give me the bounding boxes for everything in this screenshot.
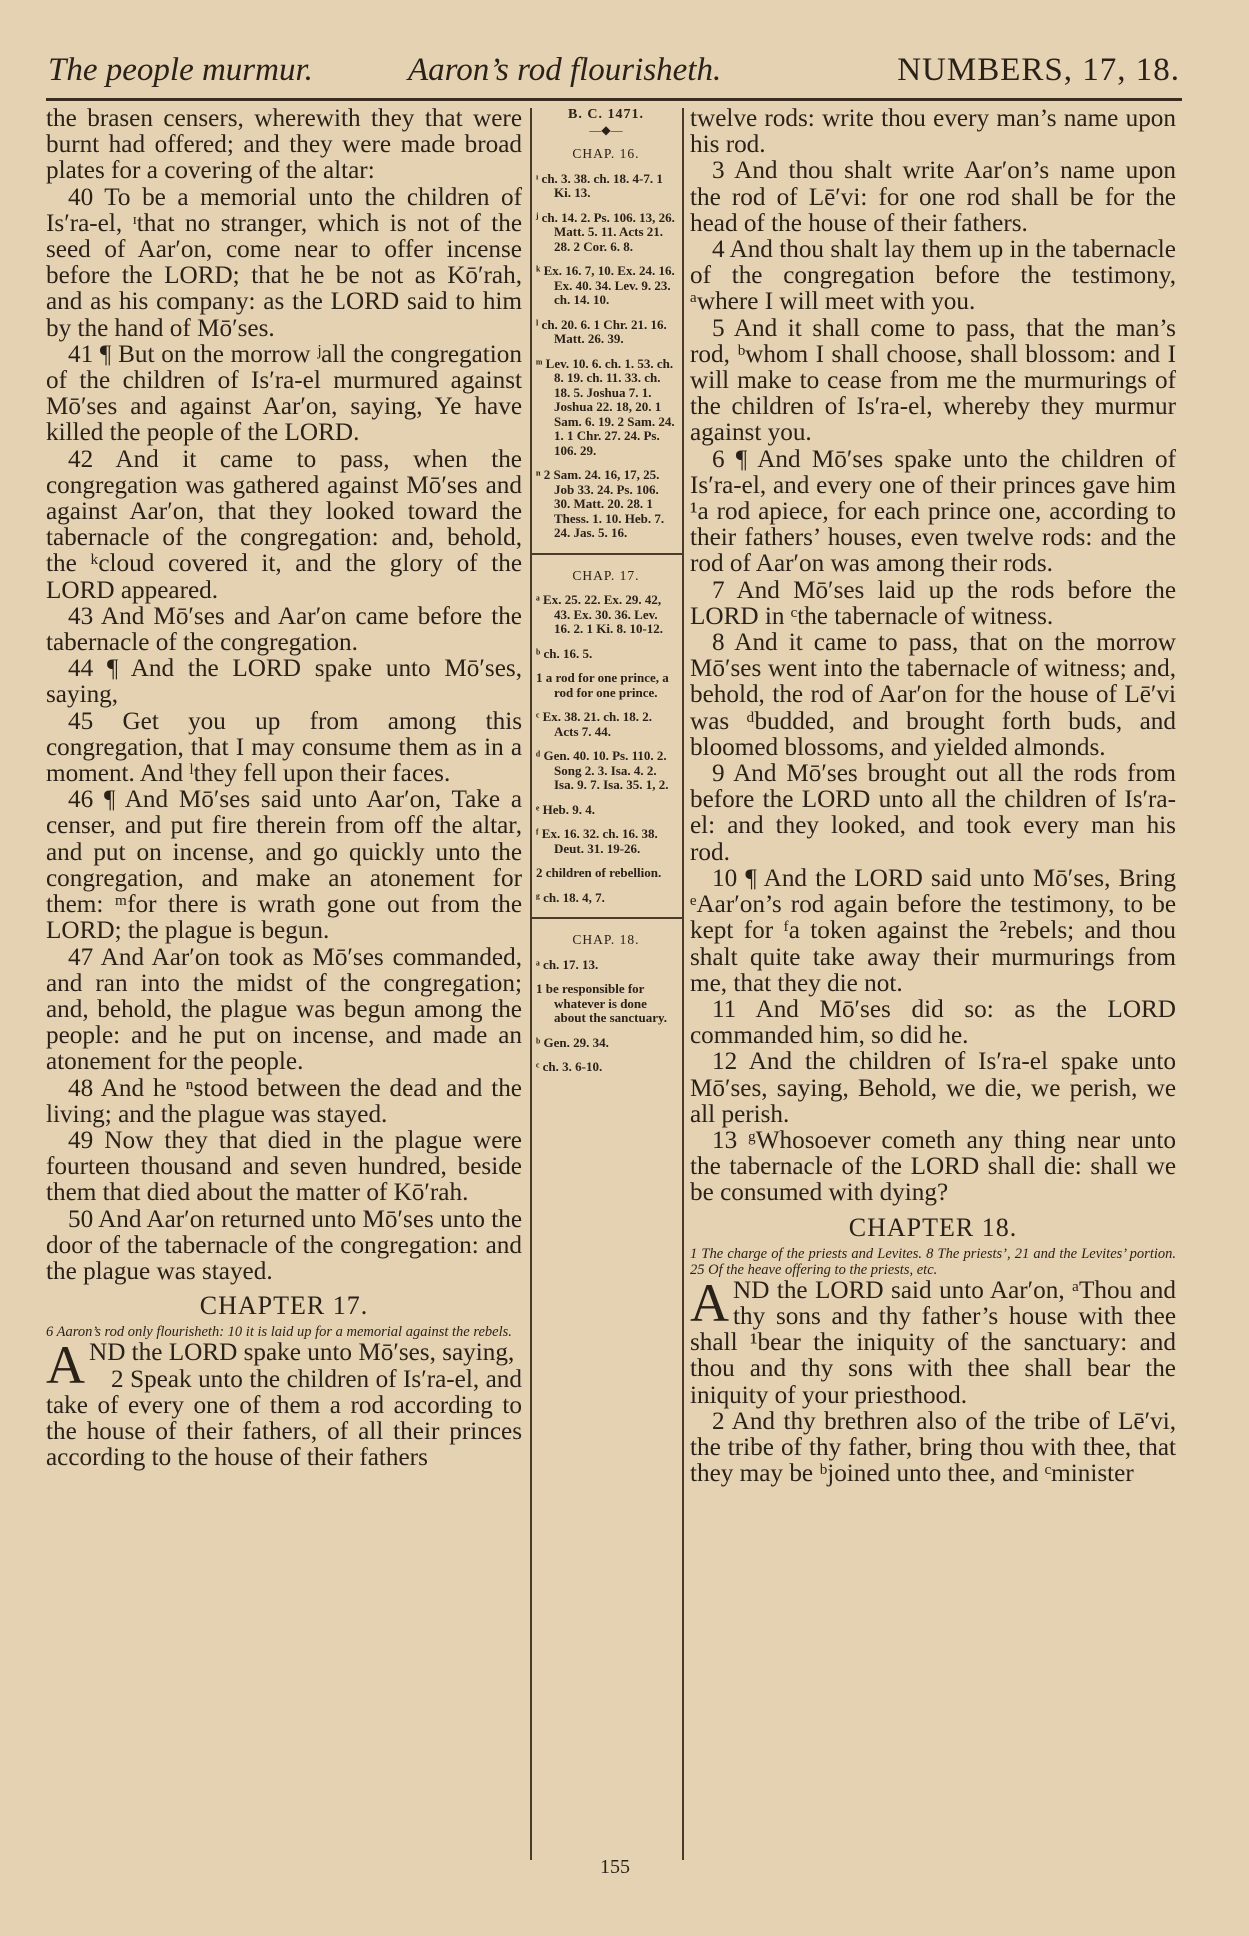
cross-reference-column (536, 108, 676, 1085)
header-left-title: The people murmur. (48, 52, 313, 88)
verse: 50 And Aar′on returned unto Mō′ses unto the door of the tabernacle of the congregation: and the plague was stayed. (46, 1205, 522, 1285)
verse: 10 ¶ And the LORD said unto Mō′ses, Bring ᵉAar′on’s rod again before the testimony, to be kept for ᶠa token against the ²rebels; and thou shalt quite take away their murmurings from me, that they die not. (690, 864, 1176, 997)
verse: 4 And thou shalt lay them up in the tabernacle of the congregation before the testimony, ᵃwhere I will meet with you. (690, 236, 1176, 316)
verse: twelve rods: write thou every man’s name upon his rod. (690, 105, 1176, 159)
verse: 13 ᵍWhosoever cometh any thing near unto the tabernacle of the LORD shall die: shall we be consumed with dying? (690, 1126, 1176, 1207)
cross-reference: ᵉ Heb. 9. 4. (536, 801, 595, 817)
header-rule (46, 98, 1182, 101)
verse: 45 Get you up from among this congregation, that I may consume them as in a moment. And ˡthey fell upon their faces. (46, 707, 522, 788)
cross-reference: ⁿ 2 Sam. 24. 16, 17, 25. Job 33. 24. Ps. 106. 30. Matt. 20. 28. 1 Thess. 1. 10. Heb. 7. 24. Jas. 5. 16. (536, 467, 665, 540)
chapter-17-summary: 6 Aaron’s rod only flourisheth: 10 it is laid up for a memorial against the rebels. (46, 1324, 512, 1341)
chapter-rule (530, 553, 682, 555)
verse: 44 ¶ And the LORD spake unto Mō′ses, saying, (46, 655, 522, 709)
verse: 9 And Mō′ses brought out all the rods from before the LORD unto all the children of Is′ra-el: and they looked, and took every man his rod. (690, 760, 1176, 866)
cross-reference: ᵃ ch. 17. 13. (536, 956, 599, 972)
verse: 7 And Mō′ses laid up the rods before the LORD in ᶜthe tabernacle of witness. (690, 576, 1176, 630)
chapter-rule (530, 917, 682, 919)
cross-reference: ᵇ Gen. 29. 34. (536, 1034, 609, 1050)
verse: 40 To be a memorial unto the children of Is′ra-el, ᶦthat no stranger, which is not of the seed of Aar′on, come near to offer incense before the LORD; that he be not as Kō′rah, and as his company: as the LORD said to him by the hand of Mō′ses. (46, 183, 522, 342)
verse: 46 ¶ And Mō′ses said unto Aar′on, Take a censer, and put fire therein from off the altar, and put on incense, and go quickly unto the congregation, and make an atonement for them: ᵐfor there is wrath gone out from the LORD; the plague is begun. (46, 786, 522, 945)
chapter-17-verse-1 (46, 1335, 522, 1396)
page-number: 155 (600, 1856, 630, 1878)
verse: 5 And it shall come to pass, that the man’s rod, ᵇwhom I shall choose, shall blossom: and I will make to cease from me the murmurings of the children of Is′ra-el, whereby they murmur against you. (690, 314, 1176, 447)
cross-reference: 1 be responsible for whatever is done about the sanctuary. (536, 981, 668, 1025)
cross-reference: ᵏ Ex. 16. 7, 10. Ex. 24. 16. Ex. 40. 34. Lev. 9. 23. ch. 14. 10. (536, 263, 675, 307)
verse: 2 And thy brethren also of the tribe of Lē′vi, the tribe of thy father, bring thou with thee, that they may be ᵇjoined unto thee, and ᶜminister (690, 1407, 1176, 1488)
chap-18-label: CHAP. 18. (572, 932, 640, 947)
chapter-18-verse-1 (690, 1272, 1176, 1409)
right-text-column (690, 106, 1176, 1487)
cross-reference: ᶜ ch. 3. 6-10. (536, 1059, 603, 1074)
column-divider-right (682, 108, 684, 1860)
verse: 8 And it came to pass, that on the morrow Mō′ses went into the tabernacle of witness; and, behold, the rod of Aar′on for the house of Lē′vi was ᵈbudded, and brought forth buds, and bloomed blossoms, and yielded almonds. (690, 629, 1176, 761)
verse: 41 ¶ But on the morrow ʲall the congregation of the children of Is′ra-el murmured against Mō′ses and against Aar′on, saying, Ye have killed the people of the LORD. (46, 340, 522, 447)
header-center-title: Aaron’s rod flourisheth. (408, 52, 722, 88)
chap-17-label: CHAP. 17. (572, 567, 640, 583)
cross-reference: ᵈ Gen. 40. 10. Ps. 110. 2. Song 2. 3. Isa. 4. 2. Isa. 9. 7. Isa. 35. 1, 2. (536, 748, 669, 792)
verse: 48 And he ⁿstood between the dead and the living; and the plague was stayed. (46, 1074, 522, 1128)
verse-text: ND the LORD said unto Aar′on, ᵃThou and thy sons and thy father’s house with thee shall ¹bear the iniquity of the sanctuary: and thou and thy sons with thee shall bear the iniquity of your priesthood. (690, 1276, 1176, 1409)
verse: the brasen censers, wherewith they that were burnt had offered; and they were made broad plates for a covering of the altar: (46, 105, 522, 185)
cross-reference: 2 children of rebellion. (536, 865, 662, 880)
cross-reference: ᵃ Ex. 25. 22. Ex. 29. 42, 43. Ex. 30. 36. Lev. 16. 2. 1 Ki. 8. 10-12. (536, 592, 664, 636)
cross-reference: ᵇ ch. 16. 5. (536, 645, 593, 661)
drop-cap: A (46, 1335, 85, 1396)
chapter-18-summary: 1 The charge of the priests and Levites. 8 The priests’, 21 and the Levites’ portion. 25 Of the heave offering to the priests, etc. (690, 1245, 1176, 1278)
chapter-17-heading: CHAPTER 17. (199, 1291, 369, 1321)
verse: 47 And Aar′on took as Mō′ses commanded, and ran into the midst of the congregation; and, behold, the plague was begun among the people: and he put on incense, and made an atonement for the people. (46, 943, 522, 1076)
chapter-18-heading: CHAPTER 18. (848, 1212, 1018, 1242)
date-marker: B. C. 1471. (568, 107, 644, 122)
cross-reference: ᶠ Ex. 16. 32. ch. 16. 38. Deut. 31. 19-26. (536, 826, 658, 856)
cross-reference: ᶦ ch. 3. 38. ch. 18. 4-7. 1 Ki. 13. (536, 170, 663, 200)
cross-reference: ᵐ Lev. 10. 6. ch. 1. 53. ch. 8. 19. ch. 11. 33. ch. 18. 5. Joshua 7. 1. Joshua 22. 18, 20. 1 Sam. 6. 19. 2 Sam. 24. 1. 1 Chr. 27. 24. Ps. 106. 29. (536, 355, 675, 458)
verse: 3 And thou shalt write Aar′on’s name upon the rod of Lē′vi: for one rod shall be for the head of the house of their fathers. (690, 157, 1176, 237)
cross-reference: ʲ ch. 14. 2. Ps. 106. 13, 26. Matt. 5. 11. Acts 21. 28. 2 Cor. 6. 8. (536, 209, 675, 254)
verse: 42 And it came to pass, when the congregation was gathered against Mō′ses and against Aar′on, that they looked toward the tabernacle of the congregation: and, behold, the ᵏcloud covered it, and the glory of the LORD appeared. (46, 445, 522, 604)
chap-16-label: CHAP. 16. (572, 146, 640, 161)
header-book-chapter: NUMBERS, 17, 18. (897, 52, 1180, 88)
verse: 43 And Mō′ses and Aar′on came before the tabernacle of the congregation. (46, 602, 522, 657)
verse: 49 Now they that died in the plague were fourteen thousand and seven hundred, beside them that died about the matter of Kō′rah. (46, 1126, 522, 1207)
verse: 6 ¶ And Mō′ses spake unto the children of Is′ra-el, and every one of their princes gave him ¹a rod apiece, for each prince one, according to their fathers’ houses, even twelve rods: and the rod of Aar′on was among their rods. (690, 445, 1176, 578)
verse-text: ND the LORD spake unto Mō′ses, saying, (89, 1339, 515, 1367)
verse: 2 Speak unto the children of Is′ra-el, and take of every one of them a rod according to the house of their fathers, of all their princes according to the house of their fathers (46, 1365, 522, 1472)
column-divider-left (530, 108, 532, 1860)
verse: 11 And Mō′ses did so: as the LORD commanded him, so did he. (690, 995, 1176, 1050)
left-text-column (46, 106, 522, 1471)
drop-cap: A (690, 1272, 729, 1333)
cross-reference: ᵍ ch. 18. 4, 7. (536, 889, 605, 905)
running-header (48, 52, 1180, 98)
cross-reference: ˡ ch. 20. 6. 1 Chr. 21. 16. Matt. 26. 39. (536, 316, 667, 346)
dagger-ornament: —◆— (589, 122, 623, 137)
cross-reference: ᶜ Ex. 38. 21. ch. 18. 2. Acts 7. 44. (536, 709, 653, 739)
verse: 12 And the children of Is′ra-el spake unto Mō′ses, saying, Behold, we die, we perish, we all perish. (690, 1048, 1176, 1128)
cross-reference: 1 a rod for one prince, a rod for one prince. (536, 670, 669, 700)
